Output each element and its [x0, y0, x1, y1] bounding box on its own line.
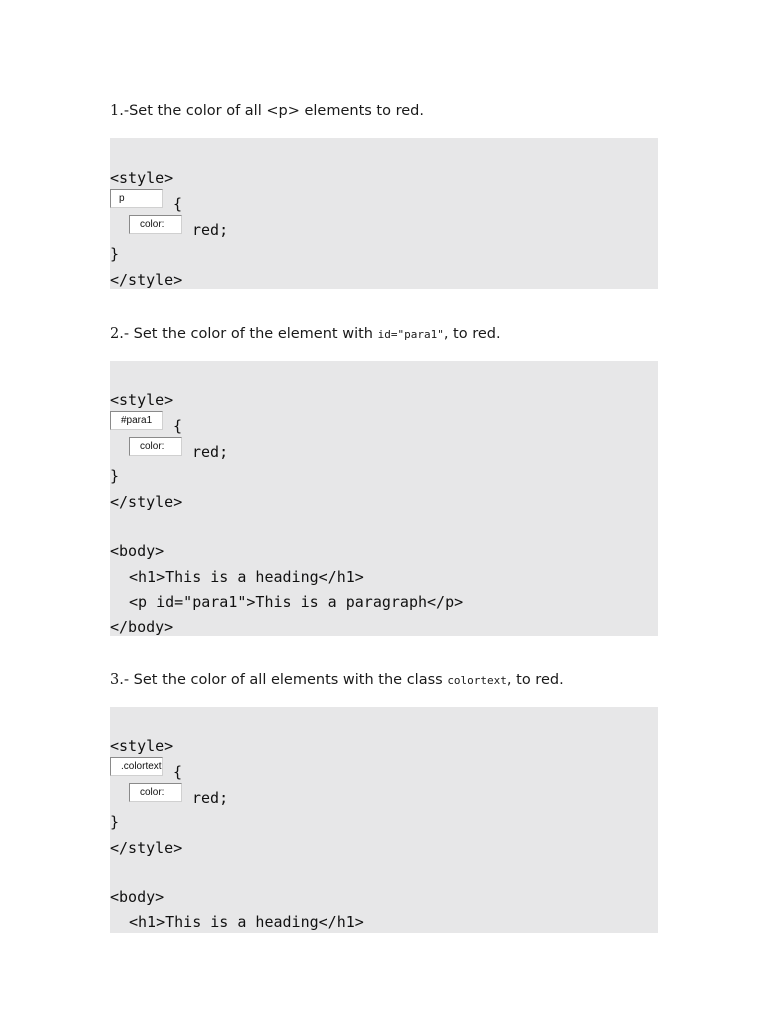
body-open-tag: <body> [110, 542, 165, 560]
body-open-tag: <body> [110, 888, 165, 906]
exercise-3-question-code: colortext [447, 674, 507, 687]
exercise-3-number: 3. [110, 672, 124, 688]
exercise-1-number: 1. [110, 103, 124, 119]
exercise-2-question-after: , to red. [443, 326, 501, 342]
brace-open: { [173, 417, 183, 435]
exercise-2-code-block [110, 361, 658, 636]
exercise-2-number: 2. [110, 326, 124, 342]
exercise-1-question-text: -Set the color of all <p> elements to red. [123, 103, 424, 119]
property-value: red; [192, 443, 229, 461]
exercise-2-question-before: - Set the color of the element with [123, 326, 378, 342]
property-answer-input[interactable]: color: [129, 783, 182, 802]
brace-close: } [110, 467, 120, 485]
brace-close: } [110, 813, 120, 831]
body-heading-line: <h1>This is a heading</h1> [129, 913, 364, 931]
property-value: red; [192, 221, 229, 239]
brace-close: } [110, 245, 120, 263]
property-answer-input[interactable]: color: [129, 215, 182, 234]
style-open-tag: <style> [110, 737, 174, 755]
exercise-3-question-before: - Set the color of all elements with the class [123, 672, 448, 688]
exercise-2-question [110, 324, 501, 345]
style-open-tag: <style> [110, 391, 174, 409]
property-value: red; [192, 789, 229, 807]
brace-open: { [173, 195, 183, 213]
selector-answer-input[interactable]: #para1 [110, 411, 163, 430]
exercise-3-question [110, 670, 564, 691]
style-close-tag: </style> [110, 493, 183, 511]
body-paragraph-line: <p id="para1">This is a paragraph</p> [129, 593, 464, 611]
style-close-tag: </style> [110, 271, 183, 289]
exercise-1-code-block [110, 138, 658, 289]
selector-answer-input[interactable]: .colortext [110, 757, 163, 776]
exercise-2-question-code: id="para1" [377, 328, 444, 341]
body-heading-line: <h1>This is a heading</h1> [129, 568, 364, 586]
body-close-tag: </body> [110, 618, 174, 636]
selector-answer-input[interactable]: p [110, 189, 163, 208]
exercise-1-question [110, 101, 424, 121]
brace-open: { [173, 763, 183, 781]
style-open-tag: <style> [110, 169, 174, 187]
exercise-3-code-block [110, 707, 658, 933]
property-answer-input[interactable]: color: [129, 437, 182, 456]
style-close-tag: </style> [110, 839, 183, 857]
exercise-3-question-after: , to red. [506, 672, 564, 688]
